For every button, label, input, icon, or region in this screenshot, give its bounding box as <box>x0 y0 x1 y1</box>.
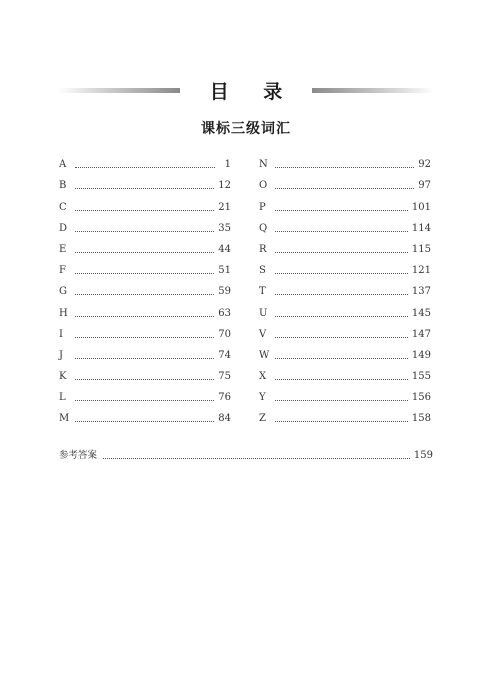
toc-entry-page: 97 <box>418 180 431 192</box>
toc-entry-page: 75 <box>218 371 231 383</box>
toc-entry-label: 参考答案 <box>59 450 98 461</box>
section-title: 课标三级词汇 <box>201 121 291 137</box>
dot-leader <box>275 316 408 317</box>
toc-entry-letter: B <box>59 180 67 192</box>
toc-entry-h[interactable] <box>59 298 231 319</box>
dot-leader <box>75 188 214 189</box>
toc-entry-page: 12 <box>218 180 231 192</box>
dot-leader <box>275 273 408 274</box>
dot-leader <box>275 400 408 401</box>
toc-entry-letter: V <box>259 328 267 340</box>
toc-entry-letter: A <box>59 159 67 171</box>
toc-entry-u[interactable] <box>259 298 431 319</box>
dot-leader <box>275 231 408 232</box>
toc-entry-letter: J <box>59 349 64 361</box>
toc-entry-answers[interactable] <box>59 450 433 462</box>
dot-leader <box>275 188 414 189</box>
dot-leader <box>75 316 214 317</box>
toc-entry-page: 159 <box>413 450 433 461</box>
dot-leader <box>275 210 408 211</box>
dot-leader <box>75 358 214 359</box>
toc-header <box>58 78 434 102</box>
toc-entry-page: 76 <box>218 392 231 404</box>
toc-entry-letter: S <box>259 265 266 277</box>
toc-entry-letter: P <box>259 201 266 213</box>
toc-entry-l[interactable] <box>59 383 231 404</box>
toc-entry-k[interactable] <box>59 362 231 383</box>
dot-leader <box>75 231 214 232</box>
toc-entry-page: 59 <box>218 286 231 298</box>
toc-entry-g[interactable] <box>59 277 231 298</box>
toc-column-left <box>59 150 231 425</box>
toc-entry-page: 121 <box>411 265 431 277</box>
toc-entry-r[interactable] <box>259 235 431 256</box>
toc-entry-letter: R <box>259 243 267 255</box>
toc-entry-letter: H <box>59 307 68 319</box>
toc-entry-a[interactable] <box>59 150 231 171</box>
dot-leader <box>275 252 408 253</box>
toc-entry-f[interactable] <box>59 256 231 277</box>
dot-leader <box>103 458 410 459</box>
toc-entry-letter: L <box>59 392 66 404</box>
header-rule-right <box>312 88 434 93</box>
toc-entry-page: 1 <box>224 159 231 171</box>
dot-leader <box>75 379 214 380</box>
toc-entry-page: 158 <box>411 413 431 425</box>
toc-entry-letter: O <box>259 180 268 192</box>
dot-leader <box>75 337 214 338</box>
toc-entry-m[interactable] <box>59 404 231 425</box>
toc-entry-letter: F <box>59 265 66 277</box>
toc-entry-e[interactable] <box>59 235 231 256</box>
toc-entry-page: 114 <box>411 222 431 234</box>
toc-entry-letter: N <box>259 159 268 171</box>
dot-leader <box>75 421 214 422</box>
toc-entry-letter: G <box>59 286 67 298</box>
toc-entry-page: 70 <box>218 328 231 340</box>
toc-entry-letter: M <box>59 413 70 425</box>
toc-entry-letter: K <box>59 371 67 383</box>
toc-entry-page: 44 <box>218 243 231 255</box>
header-rule-left <box>58 88 180 93</box>
toc-entry-letter: Z <box>259 413 266 425</box>
toc-entry-t[interactable] <box>259 277 431 298</box>
toc-entry-j[interactable] <box>59 341 231 362</box>
toc-entry-i[interactable] <box>59 320 231 341</box>
toc-entry-s[interactable] <box>259 256 431 277</box>
toc-entry-page: 145 <box>411 307 431 319</box>
toc-entry-letter: U <box>259 307 268 319</box>
toc-entry-w[interactable] <box>259 341 431 362</box>
toc-entry-d[interactable] <box>59 214 231 235</box>
dot-leader <box>275 379 408 380</box>
toc-entry-z[interactable] <box>259 404 431 425</box>
toc-entry-b[interactable] <box>59 171 231 192</box>
toc-entry-v[interactable] <box>259 320 431 341</box>
dot-leader <box>75 252 214 253</box>
dot-leader <box>75 400 214 401</box>
toc-entry-page: 63 <box>218 307 231 319</box>
toc-entry-q[interactable] <box>259 214 431 235</box>
dot-leader <box>275 294 408 295</box>
toc-entry-letter: I <box>59 328 63 340</box>
toc-entry-page: 101 <box>411 201 431 213</box>
dot-leader <box>75 167 215 168</box>
toc-entry-page: 155 <box>411 371 431 383</box>
toc-entry-letter: Q <box>259 222 268 234</box>
toc-entry-page: 92 <box>418 159 431 171</box>
dot-leader <box>75 210 214 211</box>
toc-column-right <box>259 150 431 425</box>
toc-entry-page: 35 <box>218 222 231 234</box>
dot-leader <box>75 273 214 274</box>
toc-entry-y[interactable] <box>259 383 431 404</box>
toc-entry-letter: Y <box>259 392 266 404</box>
toc-entry-page: 156 <box>411 392 431 404</box>
dot-leader <box>275 421 408 422</box>
dot-leader <box>275 337 408 338</box>
dot-leader <box>275 358 408 359</box>
toc-entry-page: 147 <box>411 328 431 340</box>
toc-entry-x[interactable] <box>259 362 431 383</box>
toc-entry-page: 74 <box>218 349 231 361</box>
toc-entry-letter: W <box>259 349 270 361</box>
toc-entry-letter: T <box>259 286 266 298</box>
toc-entry-p[interactable] <box>259 192 431 213</box>
toc-entry-page: 21 <box>218 201 231 213</box>
toc-entry-letter: D <box>59 222 68 234</box>
toc-entry-o[interactable] <box>259 171 431 192</box>
toc-entry-page: 137 <box>411 286 431 298</box>
toc-entry-page: 84 <box>218 413 231 425</box>
toc-entry-letter: E <box>59 243 67 255</box>
toc-entry-letter: C <box>59 201 67 213</box>
toc-entry-letter: X <box>259 371 267 383</box>
toc-entry-page: 149 <box>411 349 431 361</box>
page-title: 目 录 <box>209 80 297 103</box>
dot-leader <box>75 294 214 295</box>
dot-leader <box>275 167 414 168</box>
toc-entry-c[interactable] <box>59 192 231 213</box>
toc-entry-page: 115 <box>411 243 431 255</box>
toc-entry-page: 51 <box>218 265 231 277</box>
toc-entry-n[interactable] <box>259 150 431 171</box>
